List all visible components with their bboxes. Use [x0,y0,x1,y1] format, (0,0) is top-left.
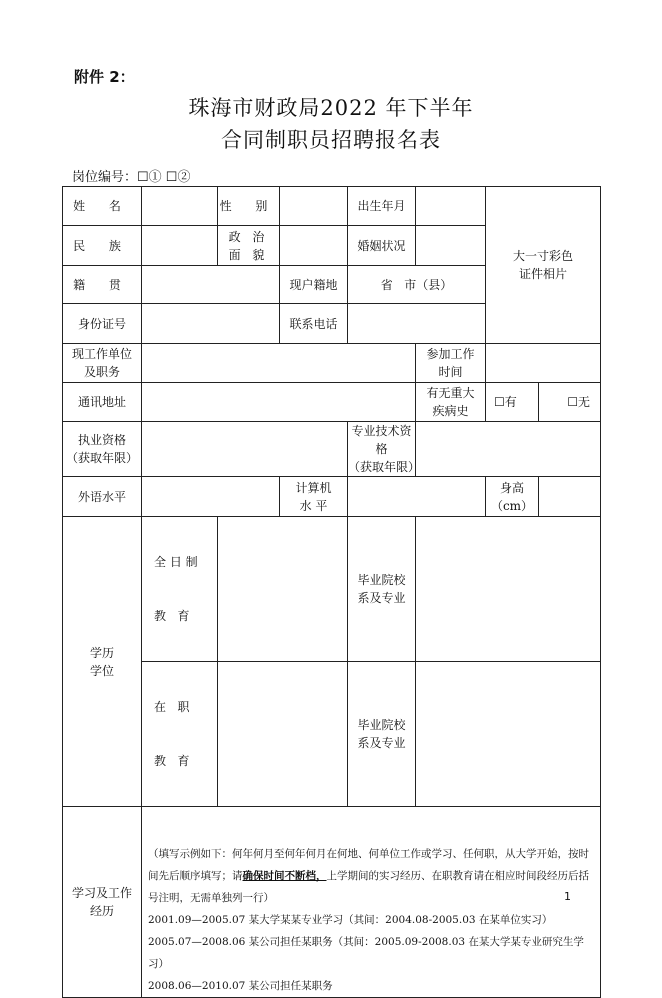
registration-form [62,186,601,998]
school-line-1: 毕业院校 [357,573,406,587]
value-name[interactable] [142,187,218,226]
label-disease [416,383,486,422]
page-number: 1 [564,890,571,903]
value-school-inservice[interactable] [416,662,601,807]
label-height [486,477,539,517]
value-computer[interactable] [348,477,486,517]
option-yes[interactable]: ☐有 [486,383,539,422]
label-computer [280,477,348,517]
value-foreign-lang[interactable] [142,477,280,517]
school-line-1: 毕业院校 [357,718,406,732]
label-current-unit [63,344,142,383]
value-school-fulltime[interactable] [416,517,601,662]
label-school-fulltime [348,517,416,662]
value-license[interactable] [142,422,348,477]
label-ethnicity: 民 族 [63,226,142,266]
inservice-line-1: 在 职 [154,700,190,714]
label-hukou: 现户籍地 [280,266,348,304]
value-gender[interactable] [280,187,348,226]
photo-box [486,187,601,344]
inservice-line-2: 教 育 [154,754,190,768]
computer-line-2: 水 平 [299,498,328,513]
tech-line-2: （获取年限） [348,460,421,474]
label-political [218,226,280,266]
photo-label-1: 大一寸彩色 [513,249,574,263]
label-name: 姓 名 [63,187,142,226]
experience-line-1: 学习及工作 [71,886,132,900]
experience-example-1: 2001.09—2005.07 某大学某某专业学习（其间：2004.08-2005.03 在某单位实习） [148,914,553,926]
value-marital[interactable] [416,226,486,266]
intro-emphasis: 确保时间不断档， [242,870,327,882]
label-fulltime [142,517,218,662]
intro-part-a: （填写示例如下：何年何月至何年何月在何地、何单位工作或学习、任何职，从大学开始，按时间先后顺序填写；请 [148,848,589,882]
photo-label-2: 证件相片 [519,267,568,281]
height-line-1: 身高 [499,480,524,495]
value-political[interactable] [280,226,348,266]
experience-example-3: 2008.06—2010.07 某公司担任某职务 [148,980,333,992]
value-birth[interactable] [416,187,486,226]
computer-line-1: 计算机 [295,480,332,495]
disease-line-2: 疾病史 [432,404,469,418]
label-work-start [416,344,486,383]
value-fulltime[interactable] [218,517,348,662]
label-school-inservice [348,662,416,807]
school-line-2: 系及专业 [357,736,406,750]
intro-part-b: 上学期间的实习经历、在职教育请在相应时间段经历后括号注明，无需单独列一行） [148,870,589,904]
value-hukou[interactable]: 省 市（县） [348,266,486,304]
label-experience [63,807,142,998]
position-number[interactable]: 岗位编号：☐① ☐② [72,170,191,185]
label-native: 籍 贯 [63,266,142,304]
experience-intro [148,843,596,909]
current-unit-line-2: 及职务 [83,365,120,379]
option-no[interactable]: ☐无 [539,383,601,422]
label-birth: 出生年月 [348,187,416,226]
value-id[interactable] [142,304,280,344]
value-ethnicity[interactable] [142,226,218,266]
education-line-2: 学位 [89,663,114,678]
license-line-2: （获取年限） [65,451,138,465]
value-tech[interactable] [416,422,601,477]
attachment-label: 附件 2： [74,68,135,86]
license-line-1: 执业资格 [77,433,126,447]
label-foreign-lang: 外语水平 [63,477,142,517]
experience-line-2: 经历 [89,904,114,918]
value-native[interactable] [142,266,280,304]
label-address: 通讯地址 [63,383,142,422]
political-line-1: 政 治 [228,229,269,244]
fulltime-line-1: 全 日 制 [154,555,198,569]
height-line-2: （cm） [490,498,534,513]
label-education [63,517,142,807]
value-phone[interactable] [348,304,486,344]
tech-line-1: 专业技术资格 [351,424,412,456]
work-start-line-2: 时间 [438,365,463,379]
school-line-2: 系及专业 [357,591,406,605]
title-line-2: 合同制职员招聘报名表 [221,128,441,152]
label-tech [348,422,421,477]
label-id: 身份证号 [63,304,142,344]
value-height[interactable] [539,477,601,517]
value-address[interactable] [142,383,416,422]
label-license [63,422,142,477]
value-work-start[interactable] [486,344,601,383]
work-start-line-1: 参加工作 [426,347,475,361]
label-gender: 性 别 [218,187,280,226]
disease-line-1: 有无重大 [426,386,475,400]
fulltime-line-2: 教 育 [154,609,190,623]
value-inservice[interactable] [218,662,348,807]
label-inservice [142,662,218,807]
label-marital: 婚姻状况 [348,226,416,266]
political-line-2: 面 貌 [228,247,269,262]
title-line-1: 珠海市财政局2022 年下半年 [188,96,474,120]
value-current-unit[interactable] [142,344,416,383]
label-phone: 联系电话 [280,304,348,344]
value-experience[interactable] [142,807,601,998]
current-unit-line-1: 现工作单位 [71,347,132,361]
experience-example-2: 2005.07—2008.06 某公司担任某职务（其间：2005.09-2008.03 在某大学某专业研究生学习） [148,936,584,970]
education-line-1: 学历 [89,645,114,660]
